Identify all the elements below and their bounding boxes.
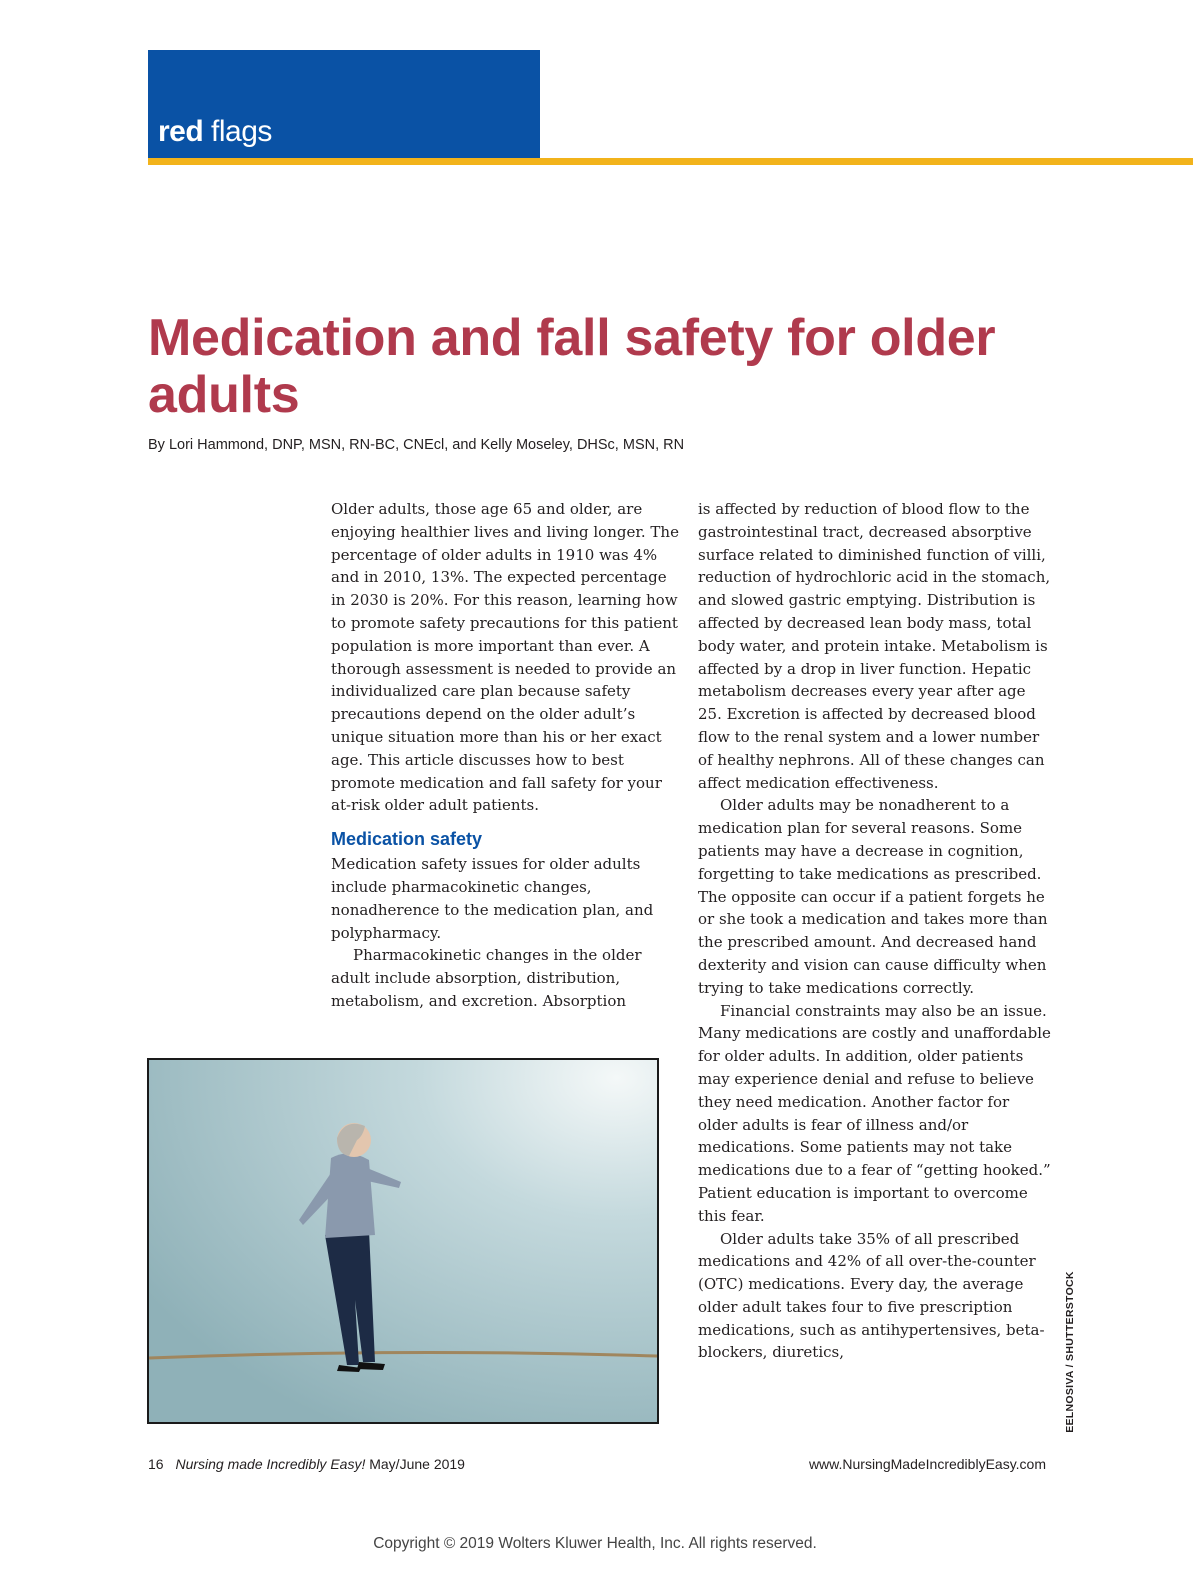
- section-label-light: flags: [211, 115, 272, 148]
- journal-name: Nursing made Incredibly Easy!: [175, 1456, 366, 1472]
- paragraph: Pharmacokinetic changes in the older adult include absorption, distribution, metabolism, and excretion. Absorption: [331, 946, 642, 1010]
- photo-illustration: [149, 1060, 657, 1422]
- issue-date: May/June 2019: [369, 1456, 465, 1472]
- paragraph: is affected by reduction of blood flow to the gastrointestinal tract, decreased absorptive surface related to diminished function of villi, reduction of hydrochloric acid in the stomach, and slowed gastric emptying. Distribution is affected by decreased lean body mass, total body water, and protein intake. Metabolism is affected by a drop in liver function. Hepatic metabolism decreases every year after age 25. Excretion is affected by decreased blood flow to the renal system and a lower number of healthy nephrons. All of these changes can affect medication effectiveness.: [698, 500, 1051, 792]
- paragraph: Financial constraints may also be an issue. Many medications are costly and unaffordable for older adults. In addition, older patients may experience denial and refuse to believe they need medication. Another factor for older adults is fear of illness and/or medications. Some patients may not take medications due to a fear of “getting hooked.” Patient education is important to overcome this fear.: [698, 1001, 1051, 1225]
- section-label-bold: red: [158, 115, 204, 148]
- section-label: [158, 115, 272, 149]
- copyright-notice: Copyright © 2019 Wolters Kluwer Health, Inc. All rights reserved.: [373, 1535, 817, 1552]
- header-divider: [148, 158, 1193, 165]
- photo-credit: EELNOSIVA / SHUTTERSTOCK: [1064, 1271, 1076, 1433]
- paragraph: Older adults take 35% of all prescribed medications and 42% of all over-the-counter (OTC) medications. Every day, the average older adult takes four to five prescription medications, such as antihypertensives, beta-blockers, diuretics,: [698, 1229, 1045, 1362]
- intro-paragraph: Older adults, those age 65 and older, are enjoying healthier lives and living longer. The percentage of older adults in 1910 was 4% and in 2010, 13%. The expected percentage in 2030 is 20%. For this reason, learning how to promote safety precautions for this patient population is more important than ever. A thorough assessment is needed to provide an individualized care plan because safety precautions depend on the older adult’s unique situation more than his or her exact age. This article discusses how to best promote medication and fall safety for your at-risk older adult patients.: [331, 500, 679, 815]
- page-number: 16: [148, 1456, 164, 1472]
- paragraph: Medication safety issues for older adults include pharmacokinetic changes, nonadherence to the medication plan, and polypharmacy.: [331, 855, 654, 942]
- column-right: [698, 498, 1053, 1364]
- paragraph: Older adults may be nonadherent to a medication plan for several reasons. Some patients may have a decrease in cognition, forgetting to take medications as prescribed. The opposite can occur if a patient forgets he or she took a medication and takes more than the prescribed amount. And decreased hand dexterity and vision can cause difficulty when trying to take medications correctly.: [698, 796, 1048, 997]
- article-title: Medication and fall safety for older adults: [148, 309, 996, 424]
- footer-journal: [148, 1456, 465, 1472]
- article-byline: By Lori Hammond, DNP, MSN, RN-BC, CNEcl, and Kelly Moseley, DHSc, MSN, RN: [148, 437, 685, 453]
- sky-background: [149, 1060, 657, 1422]
- footer-website[interactable]: www.NursingMadeIncrediblyEasy.com: [808, 1456, 1046, 1472]
- column-left: [331, 498, 681, 1013]
- subhead-medication-safety: Medication safety: [331, 829, 483, 850]
- woman-tightrope-photo: [147, 1058, 659, 1424]
